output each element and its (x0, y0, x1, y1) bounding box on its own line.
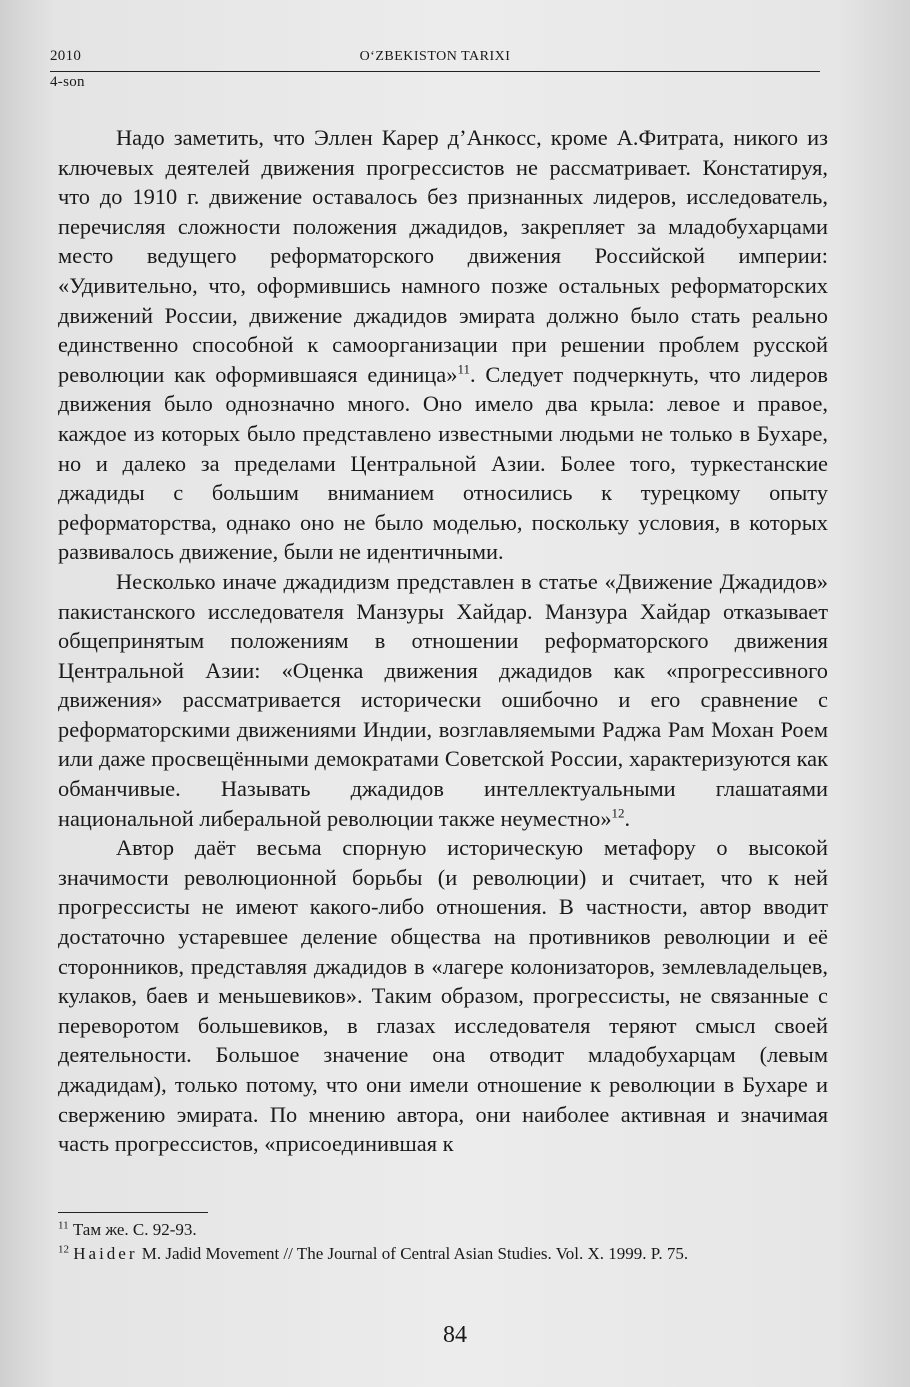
paragraph-text: Автор даёт весьма спорную историческую метафору о высокой значимости революционной борьбы (и революции) и считает, что к ней прогрессисты не имеют какого-либо отношения. В частности, автор вводит достаточно устаревшее деление общества на противников революции и её сторонников, представляя джадидов в «лагере колонизаторов, землевладельцев, кулаков, баев и меньшевиков». Таким образом, прогрессисты, не связанные с переворотом большевиков, в глазах исследователя теряют смысл своей деятельности. Большое значение она отводит младобухарцам (левым джадидам), только потому, что они имели отношение к революции в Бухаре и свержению эмирата. По мнению автора, они наиболее активная и значимая часть прогрессистов, «присоединившая к (58, 835, 828, 1157)
header-issue: 4-son (50, 74, 85, 90)
footnote-ref: 11 (457, 361, 470, 377)
header-rule (50, 71, 820, 72)
header-journal-title: O‘ZBEKISTON TARIXI (359, 49, 511, 64)
paragraph-text: . (624, 805, 631, 831)
footnote (58, 1242, 828, 1266)
footnote-text: Там же. С. 92-93. (72, 1220, 197, 1239)
footnote-rule (58, 1212, 208, 1213)
page-number: 84 (443, 1322, 467, 1348)
paragraph (58, 567, 828, 833)
paragraph-text: Несколько иначе джадидизм представлен в статье «Движение Джадидов» пакистанского исследователя Манзуры Хайдар. Манзура Хайдар отказывает общепринятым положениям в отношении реформаторского движения Центральной Азии: «Оценка движения джадидов как «прогрессивного движения» рассматривается исторически ошибочно и его сравнение с реформаторскими движениями Индии, возглавляемыми Раджа Рам Мохан Роем или даже просвещёнными демократами Советской России, характеризуются как обманчивые. Называть джадидов интеллектуальными глашатаями национальной либеральной революции также неуместно» (58, 568, 828, 831)
footnote-author: Haider (73, 1244, 138, 1263)
paragraph-text: . Следует подчеркнуть, что лидеров движения было однозначно много. Оно имело два крыла: левое и правое, каждое из которых было представлено известными людьми не только в Бухаре, но и далеко за пределами Центральной Азии. Более того, туркестанские джадиды с большим вниманием относились к турецкому опыту реформаторства, однако оно не было моделью, поскольку условия, в которых развивалось движение, были не идентичными. (58, 361, 828, 565)
footnote (58, 1218, 828, 1242)
paragraph (58, 123, 828, 567)
footnote-number: 11 (58, 1219, 69, 1232)
footnote-ref: 12 (611, 805, 625, 821)
paragraph-text: Надо заметить, что Эллен Карер д’Анкосс, кроме А.Фитрата, никого из ключевых деятелей движения прогрессистов не рассматривает. Констатируя, что до 1910 г. движение оставалось без признанных лидеров, исследователь, перечисляя сложности положения джадидов, закрепляет за младобухарцами место ведущего реформаторского движения Российской империи: «Удивительно, что, оформившись намного позже остальных реформаторских движений России, движение джадидов эмирата должно было стать реально единственно способной к самоорганизации при решении проблем русской революции как оформившаяся единица» (58, 125, 828, 387)
header-year: 2010 (50, 48, 82, 64)
footnote-number: 12 (58, 1243, 69, 1256)
paragraph (58, 833, 828, 1159)
footnotes (58, 1218, 828, 1266)
article-body (58, 123, 828, 1159)
footnote-text: M. Jadid Movement // The Journal of Central Asian Studies. Vol. X. 1999. P. 75. (137, 1244, 689, 1263)
running-header (50, 48, 820, 91)
